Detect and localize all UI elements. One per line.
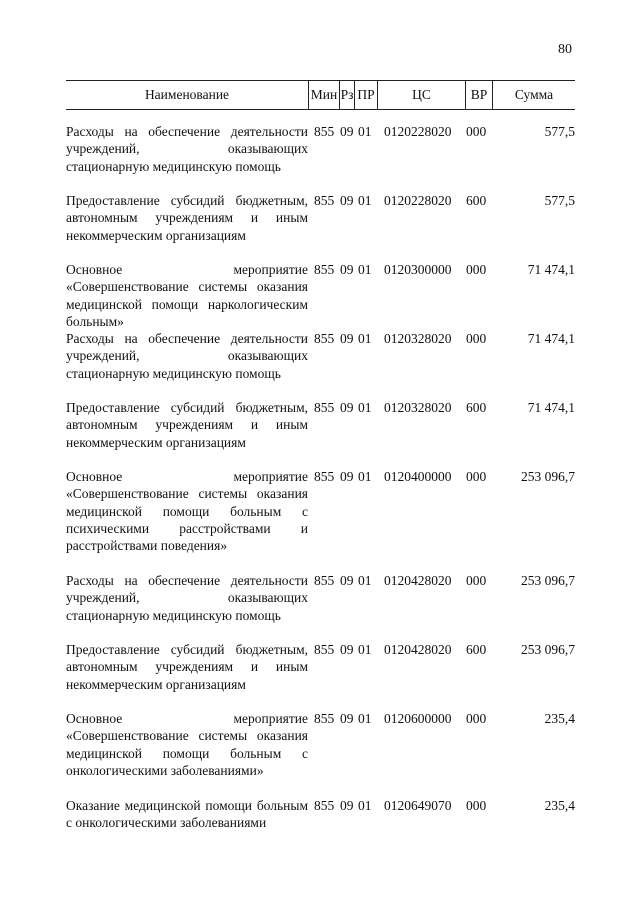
row-min: 855 — [314, 642, 335, 657]
row-cs: 0120400000 — [384, 469, 452, 484]
row-cs: 0120600000 — [384, 711, 452, 726]
row-sum: 253 096,7 — [521, 642, 575, 657]
row-vr: 600 — [466, 642, 487, 657]
table-row — [66, 710, 575, 797]
row-pr: 01 — [358, 642, 372, 657]
row-rz: 09 — [340, 400, 354, 415]
row-vr: 600 — [466, 400, 487, 415]
header-min: Мин — [308, 81, 339, 109]
row-vr: 000 — [466, 331, 487, 346]
row-rz: 09 — [340, 642, 354, 657]
row-name: Предоставление субсидий бюджетным, автономным учреждениям и иным некоммерческим организациям — [66, 193, 308, 243]
row-vr: 000 — [466, 573, 487, 588]
row-name: Основное мероприятие «Совершенствование системы оказания медицинской помощи больным с онкологическими заболеваниями» — [66, 711, 308, 778]
row-pr: 01 — [358, 573, 372, 588]
row-cs: 0120649070 — [384, 798, 452, 813]
row-pr: 01 — [358, 798, 372, 813]
row-sum: 253 096,7 — [521, 469, 575, 484]
row-name: Предоставление субсидий бюджетным, автономным учреждениям и иным некоммерческим организациям — [66, 642, 308, 692]
row-cs: 0120228020 — [384, 124, 452, 139]
row-pr: 01 — [358, 711, 372, 726]
row-rz: 09 — [340, 798, 354, 813]
row-sum: 577,5 — [544, 124, 575, 139]
row-sum: 71 474,1 — [527, 400, 575, 415]
row-rz: 09 — [340, 193, 354, 208]
table-row — [66, 192, 575, 261]
row-pr: 01 — [358, 400, 372, 415]
table-row — [66, 330, 575, 399]
row-cs: 0120428020 — [384, 642, 452, 657]
row-vr: 000 — [466, 469, 487, 484]
table-row — [66, 123, 575, 192]
header-name: Наименование — [144, 87, 230, 102]
row-vr: 000 — [466, 262, 487, 277]
row-sum: 577,5 — [544, 193, 575, 208]
row-min: 855 — [314, 573, 335, 588]
row-sum: 71 474,1 — [527, 331, 575, 346]
row-vr: 000 — [466, 124, 487, 139]
table-row — [66, 572, 575, 641]
row-cs: 0120328020 — [384, 400, 452, 415]
header-pr: ПР — [354, 81, 377, 109]
budget-table — [66, 80, 575, 831]
row-vr: 000 — [466, 711, 487, 726]
row-sum: 71 474,1 — [527, 262, 575, 277]
row-vr: 000 — [466, 798, 487, 813]
table-row — [66, 399, 575, 468]
page-number: 80 — [558, 42, 572, 57]
row-min: 855 — [314, 798, 335, 813]
row-min: 855 — [314, 193, 335, 208]
header-sum: Сумма — [492, 81, 575, 109]
row-name: Предоставление субсидий бюджетным, автономным учреждениям и иным некоммерческим организациям — [66, 400, 308, 450]
row-rz: 09 — [340, 711, 354, 726]
row-rz: 09 — [340, 469, 354, 484]
table-row — [66, 641, 575, 710]
row-name: Расходы на обеспечение деятельности учреждений, оказывающих стационарную медицинскую помощь — [66, 124, 308, 174]
row-min: 855 — [314, 400, 335, 415]
row-rz: 09 — [340, 124, 354, 139]
row-pr: 01 — [358, 331, 372, 346]
row-pr: 01 — [358, 469, 372, 484]
row-name: Расходы на обеспечение деятельности учреждений, оказывающих стационарную медицинскую помощь — [66, 573, 308, 623]
row-min: 855 — [314, 331, 335, 346]
table-body — [66, 123, 575, 849]
row-name: Основное мероприятие «Совершенствование системы оказания медицинской помощи больным с психическими расстройствами и расстройствами поведения» — [66, 469, 308, 554]
row-rz: 09 — [340, 262, 354, 277]
row-min: 855 — [314, 124, 335, 139]
row-pr: 01 — [358, 124, 372, 139]
row-pr: 01 — [358, 193, 372, 208]
row-cs: 0120300000 — [384, 262, 452, 277]
row-pr: 01 — [358, 262, 372, 277]
header-cs: ЦС — [377, 81, 465, 109]
row-cs: 0120228020 — [384, 193, 452, 208]
table-row — [66, 468, 575, 572]
row-name: Расходы на обеспечение деятельности учреждений, оказывающих стационарную медицинскую помощь — [66, 331, 308, 381]
row-rz: 09 — [340, 573, 354, 588]
row-min: 855 — [314, 262, 335, 277]
row-sum: 235,4 — [544, 711, 575, 726]
row-vr: 600 — [466, 193, 487, 208]
row-min: 855 — [314, 469, 335, 484]
row-sum: 253 096,7 — [521, 573, 575, 588]
row-name: Основное мероприятие «Совершенствование системы оказания медицинской помощи наркологическим больным» — [66, 262, 308, 329]
row-cs: 0120328020 — [384, 331, 452, 346]
row-sum: 235,4 — [544, 798, 575, 813]
row-rz: 09 — [340, 331, 354, 346]
header-rz: Рз — [339, 81, 354, 109]
row-name: Оказание медицинской помощи больным с онкологическими заболеваниями — [66, 798, 308, 831]
table-row — [66, 797, 575, 849]
header-vr: ВР — [465, 81, 492, 109]
table-header — [66, 80, 575, 110]
table-row — [66, 261, 575, 330]
row-min: 855 — [314, 711, 335, 726]
row-cs: 0120428020 — [384, 573, 452, 588]
